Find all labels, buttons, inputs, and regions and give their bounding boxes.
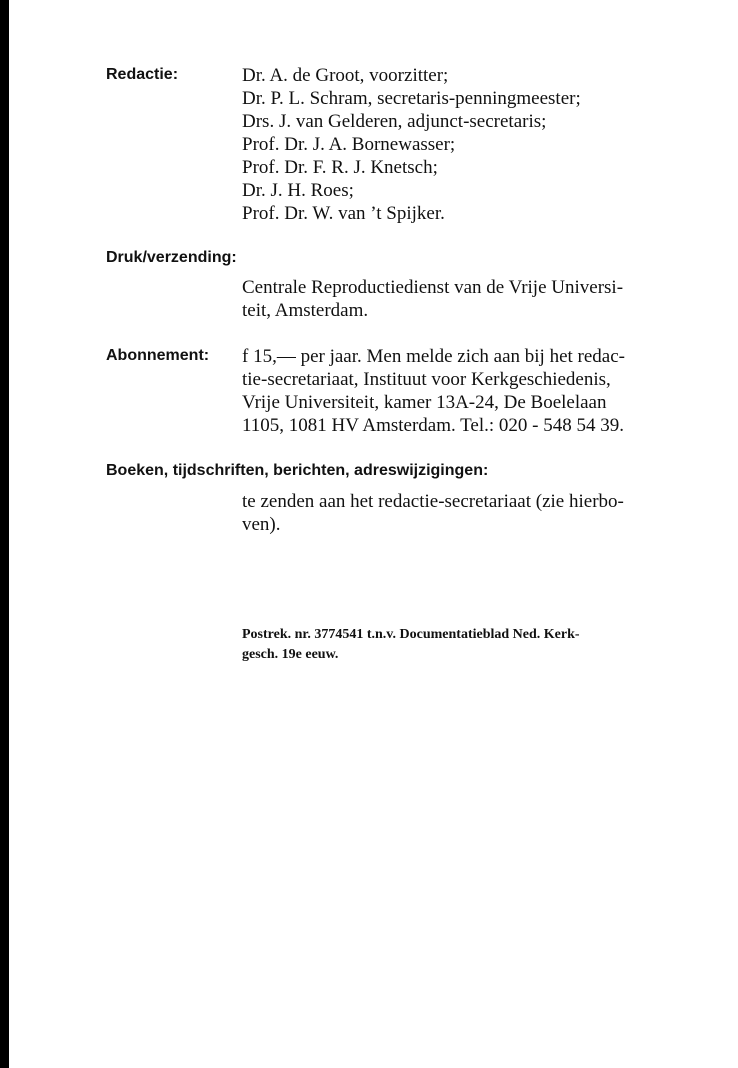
abonnement-text: [242, 345, 625, 437]
redactie-list: [242, 64, 581, 225]
druk-text: [242, 276, 623, 322]
abonnement-line: f 15,— per jaar. Men melde zich aan bij het redac-: [242, 346, 625, 367]
boeken-text: [242, 490, 624, 536]
postrek-line: gesch. 19e eeuw.: [242, 647, 339, 662]
redactie-line: Dr. J. H. Roes;: [242, 180, 354, 201]
abonnement-label: Abonnement:: [106, 347, 210, 364]
abonnement-line: 1105, 1081 HV Amsterdam. Tel.: 020 - 548 54 39.: [242, 415, 624, 436]
postrek-line: Postrek. nr. 3774541 t.n.v. Documentatieblad Ned. Kerk-: [242, 627, 580, 642]
redactie-line: Drs. J. van Gelderen, adjunct-secretaris;: [242, 111, 547, 132]
redactie-line: Dr. A. de Groot, voorzitter;: [242, 65, 449, 86]
boeken-line: ven).: [242, 514, 281, 535]
redactie-label: Redactie:: [106, 66, 179, 83]
page-edge-bar: [0, 0, 9, 1068]
druk-line: teit, Amsterdam.: [242, 300, 369, 321]
abonnement-line: tie-secretariaat, Instituut voor Kerkgeschiedenis,: [242, 369, 611, 390]
redactie-line: Prof. Dr. J. A. Bornewasser;: [242, 134, 456, 155]
druk-label: Druk/verzending:: [106, 249, 237, 266]
abonnement-line: Vrije Universiteit, kamer 13A-24, De Boelelaan: [242, 392, 607, 413]
postrek-text: [242, 625, 580, 665]
redactie-line: Prof. Dr. W. van ’t Spijker.: [242, 203, 445, 224]
boeken-line: te zenden aan het redactie-secretariaat (zie hierbo-: [242, 491, 624, 512]
redactie-line: Dr. P. L. Schram, secretaris-penningmeester;: [242, 88, 581, 109]
boeken-label: Boeken, tijdschriften, berichten, adreswijzigingen:: [106, 462, 489, 479]
redactie-line: Prof. Dr. F. R. J. Knetsch;: [242, 157, 438, 178]
druk-line: Centrale Reproductiedienst van de Vrije Universi-: [242, 277, 624, 298]
